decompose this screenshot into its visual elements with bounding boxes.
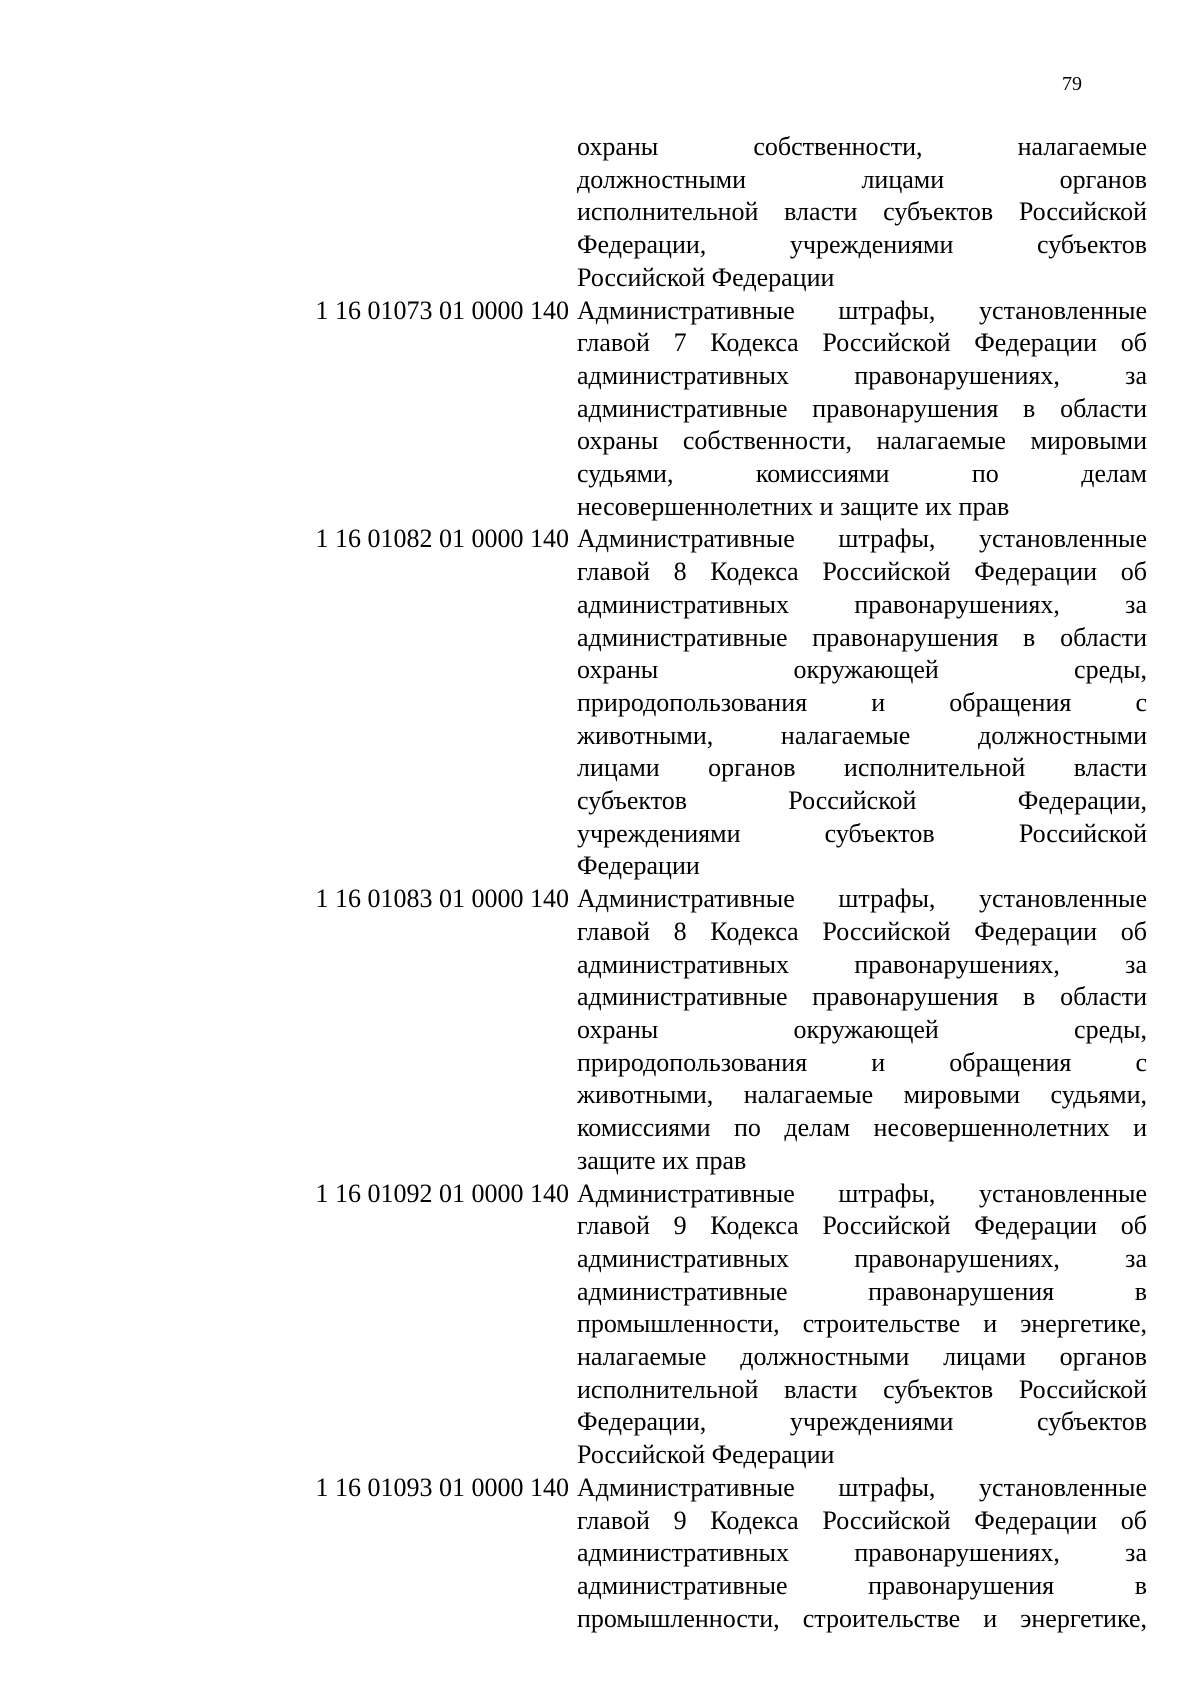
description-line: Федерации, учреждениями субъектов [577,1407,1147,1437]
description-line: административные правонарушения в области [577,982,1147,1012]
description-line: административных правонарушениях, за [577,360,1147,390]
description-line: Административные штрафы, установленные [577,524,1147,554]
description-line: защите их прав [577,1145,747,1175]
description-line: природопользования и обращения с [577,1047,1147,1077]
budget-code-table [0,131,1200,1635]
description-line: исполнительной власти субъектов Российской [577,197,1147,227]
description-line: животными, налагаемые мировыми судьями, [577,1080,1147,1110]
description-line: главой 9 Кодекса Российской Федерации об [577,1211,1147,1241]
description-line: субъектов Российской Федерации, [577,786,1147,816]
description-line: Российской Федерации [577,1440,835,1470]
description-line: административных правонарушениях, за [577,949,1147,979]
description-line: главой 8 Кодекса Российской Федерации об [577,916,1147,946]
table-row [0,131,1200,295]
description-line: должностными лицами органов [577,164,1147,194]
table-row [0,1472,1200,1636]
description-line: административные правонарушения в [577,1276,1147,1306]
description-line: комиссиями по делам несовершеннолетних и [577,1113,1147,1143]
description-line: лицами органов исполнительной власти [577,753,1147,783]
description-line: охраны окружающей среды, [577,1014,1147,1044]
code-description [577,523,1147,883]
description-line: Административные штрафы, установленные [577,1178,1147,1208]
code-description [577,1472,1147,1636]
code-description [577,883,1147,1177]
table-row [0,1178,1200,1472]
budget-code: 1 16 01083 01 0000 140 [315,884,569,914]
description-line: главой 7 Кодекса Российской Федерации об [577,328,1147,358]
description-line: природопользования и обращения с [577,687,1147,717]
description-line: Административные штрафы, установленные [577,1472,1147,1502]
description-line: административные правонарушения в области [577,393,1147,423]
description-line: административных правонарушениях, за [577,589,1147,619]
description-line: административные правонарушения в области [577,622,1147,652]
budget-code: 1 16 01073 01 0000 140 [315,295,569,325]
table-row [0,523,1200,883]
description-line: административные правонарушения в [577,1570,1147,1600]
description-line: промышленности, строительстве и энергетике, [577,1309,1147,1339]
description-line: административных правонарушениях, за [577,1538,1147,1568]
description-line: охраны окружающей среды, [577,655,1147,685]
table-row [0,883,1200,1177]
description-line: судьями, комиссиями по делам [577,459,1147,489]
description-line: налагаемые должностными лицами органов [577,1342,1147,1372]
budget-code: 1 16 01093 01 0000 140 [315,1472,569,1502]
description-line: Административные штрафы, установленные [577,884,1147,914]
description-line: административных правонарушениях, за [577,1243,1147,1273]
description-line: Российской Федерации [577,262,835,292]
description-line: учреждениями субъектов Российской [577,818,1147,848]
description-line: несовершеннолетних и защите их прав [577,491,1010,521]
code-description [577,131,1147,295]
description-line: Федерации, учреждениями субъектов [577,230,1147,260]
page-number: 79 [1062,73,1082,95]
description-line: промышленности, строительстве и энергетике, [577,1603,1147,1633]
code-description [577,295,1147,524]
description-line: главой 8 Кодекса Российской Федерации об [577,557,1147,587]
budget-code: 1 16 01082 01 0000 140 [315,524,569,554]
description-line: животными, налагаемые должностными [577,720,1147,750]
description-line: Административные штрафы, установленные [577,295,1147,325]
description-line: охраны собственности, налагаемые [577,132,1147,161]
code-description [577,1178,1147,1472]
description-line: Федерации [577,851,700,881]
description-line: главой 9 Кодекса Российской Федерации об [577,1505,1147,1535]
table-row [0,295,1200,524]
budget-code: 1 16 01092 01 0000 140 [315,1178,569,1208]
description-line: исполнительной власти субъектов Российской [577,1374,1147,1404]
description-line: охраны собственности, налагаемые мировыми [577,426,1147,456]
